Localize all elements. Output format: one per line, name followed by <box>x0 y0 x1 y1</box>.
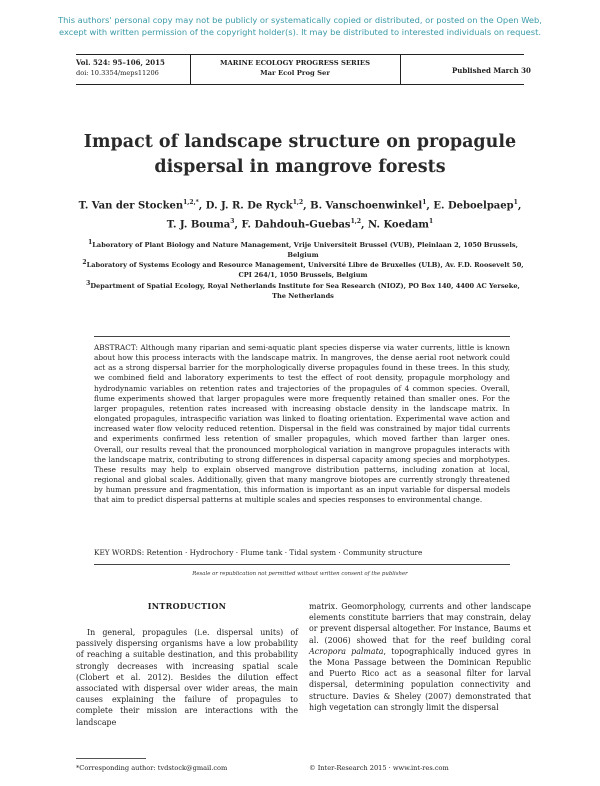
publisher-copyright: © Inter-Research 2015 · www.int-res.com <box>309 764 449 772</box>
abstract-top-rule <box>94 336 510 337</box>
keywords-label: KEY WORDS: <box>94 548 145 557</box>
header-divider-left <box>190 55 191 84</box>
header-volume-block <box>76 58 165 78</box>
author-name: T. J. Bouma <box>166 219 231 231</box>
affiliation-text: Department of Spatial Ecology, Royal Netherlands Institute for Sea Research (NIOZ), PO Box 140, 4400 AC Yerseke, <box>90 282 520 291</box>
title-line-2: dispersal in mangrove forests <box>154 157 446 177</box>
affiliation-text: Belgium <box>287 250 319 259</box>
author-sep: , <box>517 200 522 212</box>
header-divider-right <box>400 55 401 84</box>
header-published: Published March 30 <box>452 66 531 75</box>
keywords <box>94 548 510 557</box>
author-sep: , <box>361 219 368 231</box>
author-line-2 <box>60 214 540 233</box>
author-name: D. J. R. De Ryck <box>205 200 293 212</box>
corresponding-author: *Corresponding author: tvdstock@gmail.com <box>76 764 228 772</box>
author-name: F. Dahdouh-Guebas <box>241 219 351 231</box>
author-name: N. Koedam <box>367 219 430 231</box>
intro-text: , topographically induced gyres in the Mona Passage between the Dominican Republic and Puerto Rico act as a seasonal filter for larval dispersal, determining population connectivity and structure. Davies & Sheley (2007) demonstrated that high vegetation can strongly limit the dispersal <box>309 646 531 712</box>
author-affil: 1 <box>429 218 434 226</box>
species-name: Acropora palmata <box>309 646 384 656</box>
author-line-1 <box>60 195 540 214</box>
affiliation-text: CPI 264/1, 1050 Brussels, Belgium <box>238 270 368 279</box>
keywords-text: Retention · Hydrochory · Flume tank · Tidal system · Community structure <box>146 548 423 557</box>
abstract-label: ABSTRACT: <box>94 343 138 352</box>
author-sep: , <box>303 200 311 212</box>
body-column-right <box>309 601 531 713</box>
affiliation-text: The Netherlands <box>272 291 334 300</box>
header-doi: doi: 10.3354/meps11206 <box>76 69 159 77</box>
affiliation-number: 3 <box>86 280 91 287</box>
author-affil: 1 <box>513 199 518 206</box>
affiliation-3 <box>78 279 528 301</box>
abstract-bottom-rule <box>94 564 510 565</box>
notice-line-2: except with written permission of the copyright holder(s). It may be distributed to interested individuals on request. <box>59 27 541 37</box>
header-bottom-rule <box>76 84 524 85</box>
author-sep: , <box>426 200 434 212</box>
author-name: T. Van der Stocken <box>78 200 184 212</box>
affiliation-text: Laboratory of Plant Biology and Nature Management, Vrije Universiteit Brussel (VUB), Pleinlaan 2, 1050 Brussels, <box>92 241 518 250</box>
header-journal-block <box>196 58 394 78</box>
resale-notice: Resale or republication not permitted without written consent of the publisher <box>192 571 408 577</box>
affiliation-text: Laboratory of Systems Ecology and Resource Management, Université Libre de Bruxelles (ULB), Av. F.D. Roosevelt 50, <box>86 261 524 270</box>
author-name: E. Deboelpaep <box>433 200 514 212</box>
affiliation-2 <box>78 258 528 280</box>
author-name: B. Vanschoenwinkel <box>310 200 423 212</box>
header-journal: MARINE ECOLOGY PROGRESS SERIES <box>220 59 370 67</box>
author-sep: , <box>198 200 206 212</box>
author-affil: 1,2 <box>292 199 304 206</box>
author-list <box>60 195 540 234</box>
introduction-heading: INTRODUCTION <box>147 601 227 611</box>
intro-text: matrix. Geomorphology, currents and other landscape elements constitute barriers that may constrain, delay or prevent dispersal altogether. For instance, Baums et al. (2006) showed that for the reef building coral <box>309 602 531 645</box>
header-volume: Vol. 524: 95–106, 2015 <box>76 58 165 67</box>
notice-line-1: This authors' personal copy may not be publicly or systematically copied or distributed, or posted on the Open Web, <box>58 15 542 25</box>
author-affil: 1,2 <box>350 218 362 226</box>
header-top-rule <box>76 54 524 55</box>
affiliation-number: 1 <box>88 239 93 246</box>
article-title <box>60 130 540 180</box>
author-affil: 1,2, <box>183 199 196 206</box>
header-journal-abbrev: Mar Ecol Prog Ser <box>260 69 330 77</box>
intro-paragraph-continued <box>309 601 531 713</box>
body-column-left <box>76 627 298 728</box>
author-affil: 1 <box>422 199 427 206</box>
title-line-1: Impact of landscape structure on propagule <box>83 132 517 152</box>
affiliation-1 <box>78 238 528 260</box>
affiliation-number: 2 <box>82 259 87 266</box>
author-sep: , <box>234 219 242 231</box>
author-star: * <box>195 199 199 206</box>
copyright-notice <box>0 14 600 38</box>
footnote-rule <box>76 758 146 759</box>
intro-paragraph: In general, propagules (i.e. dispersal units) of passively dispersing organisms have a low probability of reaching a suitable destination, and this probability strongly decreases with increasing spatial scale (Clobert et al. 2012). Besides the dilution effect associated with dispersal over wider areas, the main causes explaining the failure of propagules to complete their mission are interactions with the landscape <box>76 628 298 727</box>
abstract <box>94 343 510 506</box>
author-affil: 3 <box>230 218 235 226</box>
abstract-text: Although many riparian and semi-aquatic plant species disperse via water currents, little is known about how this process interacts with the landscape matrix. In mangroves, the dense aerial root network could act as a strong dispersal barrier for the morphologically diverse propagules found in these trees. In this study, we combined field and laboratory experiments to test the effect of root density, propagule morphology and hydrodynamic variables on retention rates and trajectories of the propagules of 4 common species. Overall, flume experiments showed that larger propagules were more frequently retained than smaller ones. For the larger propagules, retention rates increased with increasing obstacle density in the landscape matrix. In elongated propagules, intraspecific variation was linked to floating orientation. Experimental wave action and increased water flow velocity reduced retention. Dispersal in the field was constrained by major tidal currents and experiments confirmed less retention of smaller propagules, which moved farther than larger ones. Overall, our results reveal that the pronounced morphological variation in mangrove propagules interacts with the landscape matrix, contributing to strong differences in dispersal capacity among species and morphotypes. These results may help to explain observed mangrove distribution patterns, including zonation at local, regional and global scales. Additionally, given that many mangrove biotopes are currently strongly threatened by human pressure and fragmentation, this information is important as an input variable for dispersal models that aim to predict dispersal patterns at multiple scales and species responses to environmental change. <box>94 343 510 505</box>
